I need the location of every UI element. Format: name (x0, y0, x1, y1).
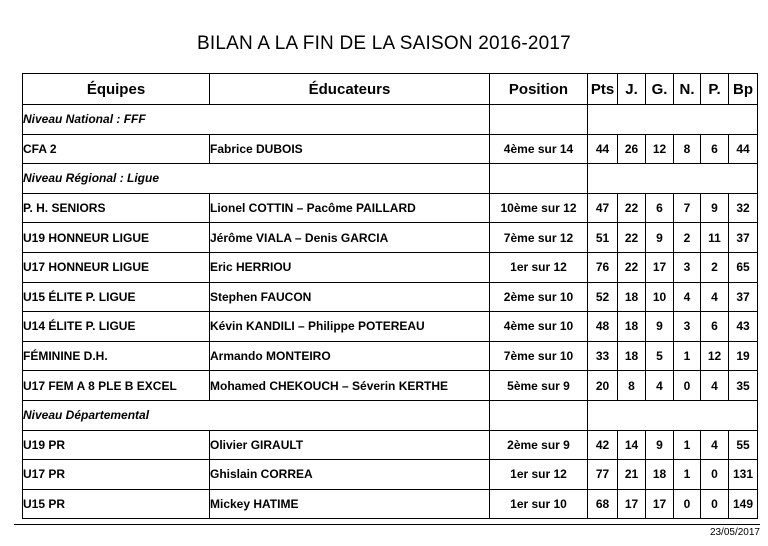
header-g: G. (646, 74, 674, 105)
team-cell: U15 ÉLITE P. LIGUE (23, 282, 210, 312)
coach-cell: Armando MONTEIRO (210, 341, 490, 371)
table-row (23, 489, 758, 519)
table-row (23, 193, 758, 223)
g-cell: 9 (646, 223, 674, 253)
section-label-departemental: Niveau Départemental (23, 400, 490, 430)
j-cell: 8 (618, 371, 646, 401)
position-cell: 2ème sur 9 (490, 430, 588, 460)
coach-cell: Fabrice DUBOIS (210, 134, 490, 164)
page-title: BILAN A LA FIN DE LA SAISON 2016-2017 (197, 33, 571, 54)
j-cell: 14 (618, 430, 646, 460)
table-row (23, 341, 758, 371)
bp-cell: 149 (729, 489, 758, 519)
empty-cell (588, 164, 758, 194)
n-cell: 1 (674, 460, 701, 490)
bp-cell: 32 (729, 193, 758, 223)
n-cell: 0 (674, 489, 701, 519)
footer-divider (14, 524, 760, 525)
g-cell: 17 (646, 252, 674, 282)
header-n: N. (674, 74, 701, 105)
table-row (23, 134, 758, 164)
j-cell: 22 (618, 223, 646, 253)
n-cell: 3 (674, 312, 701, 342)
position-cell: 4ème sur 10 (490, 312, 588, 342)
pts-cell: 33 (588, 341, 618, 371)
section-label-regional: Niveau Régional : Ligue (23, 164, 490, 194)
empty-cell (490, 164, 588, 194)
table-row (23, 312, 758, 342)
j-cell: 21 (618, 460, 646, 490)
coach-cell: Lionel COTTIN – Pacôme PAILLARD (210, 193, 490, 223)
bp-cell: 37 (729, 282, 758, 312)
header-equipes: Équipes (23, 74, 210, 105)
bp-cell: 19 (729, 341, 758, 371)
team-cell: P. H. SENIORS (23, 193, 210, 223)
p-cell: 0 (701, 460, 729, 490)
j-cell: 22 (618, 193, 646, 223)
p-cell: 6 (701, 134, 729, 164)
pts-cell: 68 (588, 489, 618, 519)
n-cell: 4 (674, 282, 701, 312)
coach-cell: Stephen FAUCON (210, 282, 490, 312)
n-cell: 3 (674, 252, 701, 282)
position-cell: 7ème sur 10 (490, 341, 588, 371)
section-row-departemental (23, 400, 758, 430)
p-cell: 9 (701, 193, 729, 223)
header-position: Position (490, 74, 588, 105)
pts-cell: 48 (588, 312, 618, 342)
table-row (23, 430, 758, 460)
team-cell: FÉMININE D.H. (23, 341, 210, 371)
j-cell: 18 (618, 341, 646, 371)
n-cell: 7 (674, 193, 701, 223)
coach-cell: Mohamed CHEKOUCH – Séverin KERTHE (210, 371, 490, 401)
j-cell: 26 (618, 134, 646, 164)
p-cell: 0 (701, 489, 729, 519)
header-bp: Bp (729, 74, 758, 105)
team-cell: U17 HONNEUR LIGUE (23, 252, 210, 282)
empty-cell (588, 105, 758, 135)
pts-cell: 44 (588, 134, 618, 164)
coach-cell: Jérôme VIALA – Denis GARCIA (210, 223, 490, 253)
p-cell: 4 (701, 371, 729, 401)
position-cell: 10ème sur 12 (490, 193, 588, 223)
p-cell: 2 (701, 252, 729, 282)
coach-cell: Eric HERRIOU (210, 252, 490, 282)
g-cell: 9 (646, 312, 674, 342)
bp-cell: 37 (729, 223, 758, 253)
team-cell: U17 PR (23, 460, 210, 490)
section-label-national: Niveau National : FFF (23, 105, 490, 135)
g-cell: 4 (646, 371, 674, 401)
pts-cell: 52 (588, 282, 618, 312)
coach-cell: Kévin KANDILI – Philippe POTEREAU (210, 312, 490, 342)
p-cell: 11 (701, 223, 729, 253)
g-cell: 10 (646, 282, 674, 312)
empty-cell (588, 400, 758, 430)
p-cell: 6 (701, 312, 729, 342)
section-row-national (23, 105, 758, 135)
bp-cell: 44 (729, 134, 758, 164)
bp-cell: 131 (729, 460, 758, 490)
pts-cell: 77 (588, 460, 618, 490)
team-cell: U19 HONNEUR LIGUE (23, 223, 210, 253)
g-cell: 17 (646, 489, 674, 519)
g-cell: 9 (646, 430, 674, 460)
position-cell: 4ème sur 14 (490, 134, 588, 164)
position-cell: 2ème sur 10 (490, 282, 588, 312)
table-row (23, 223, 758, 253)
coach-cell: Mickey HATIME (210, 489, 490, 519)
pts-cell: 51 (588, 223, 618, 253)
pts-cell: 47 (588, 193, 618, 223)
table-row (23, 371, 758, 401)
n-cell: 8 (674, 134, 701, 164)
bp-cell: 55 (729, 430, 758, 460)
position-cell: 7ème sur 12 (490, 223, 588, 253)
pts-cell: 20 (588, 371, 618, 401)
n-cell: 1 (674, 430, 701, 460)
g-cell: 5 (646, 341, 674, 371)
team-cell: U19 PR (23, 430, 210, 460)
bp-cell: 35 (729, 371, 758, 401)
bp-cell: 43 (729, 312, 758, 342)
g-cell: 6 (646, 193, 674, 223)
n-cell: 0 (674, 371, 701, 401)
g-cell: 18 (646, 460, 674, 490)
table-header-row (23, 74, 758, 105)
team-cell: U14 ÉLITE P. LIGUE (23, 312, 210, 342)
n-cell: 1 (674, 341, 701, 371)
team-cell: U17 FEM A 8 PLE B EXCEL (23, 371, 210, 401)
p-cell: 12 (701, 341, 729, 371)
j-cell: 22 (618, 252, 646, 282)
pts-cell: 76 (588, 252, 618, 282)
position-cell: 1er sur 12 (490, 252, 588, 282)
header-j: J. (618, 74, 646, 105)
position-cell: 1er sur 12 (490, 460, 588, 490)
j-cell: 17 (618, 489, 646, 519)
section-row-regional (23, 164, 758, 194)
coach-cell: Ghislain CORREA (210, 460, 490, 490)
g-cell: 12 (646, 134, 674, 164)
coach-cell: Olivier GIRAULT (210, 430, 490, 460)
table-row (23, 282, 758, 312)
bp-cell: 65 (729, 252, 758, 282)
table-row (23, 252, 758, 282)
pts-cell: 42 (588, 430, 618, 460)
p-cell: 4 (701, 430, 729, 460)
position-cell: 5ème sur 9 (490, 371, 588, 401)
table-row (23, 460, 758, 490)
footer-date: 23/05/2017 (709, 527, 760, 538)
team-cell: U15 PR (23, 489, 210, 519)
team-cell: CFA 2 (23, 134, 210, 164)
header-pts: Pts (588, 74, 618, 105)
empty-cell (490, 400, 588, 430)
j-cell: 18 (618, 282, 646, 312)
j-cell: 18 (618, 312, 646, 342)
n-cell: 2 (674, 223, 701, 253)
season-results-table (22, 73, 758, 519)
empty-cell (490, 105, 588, 135)
header-educateurs: Éducateurs (210, 74, 490, 105)
position-cell: 1er sur 10 (490, 489, 588, 519)
header-p: P. (701, 74, 729, 105)
p-cell: 4 (701, 282, 729, 312)
